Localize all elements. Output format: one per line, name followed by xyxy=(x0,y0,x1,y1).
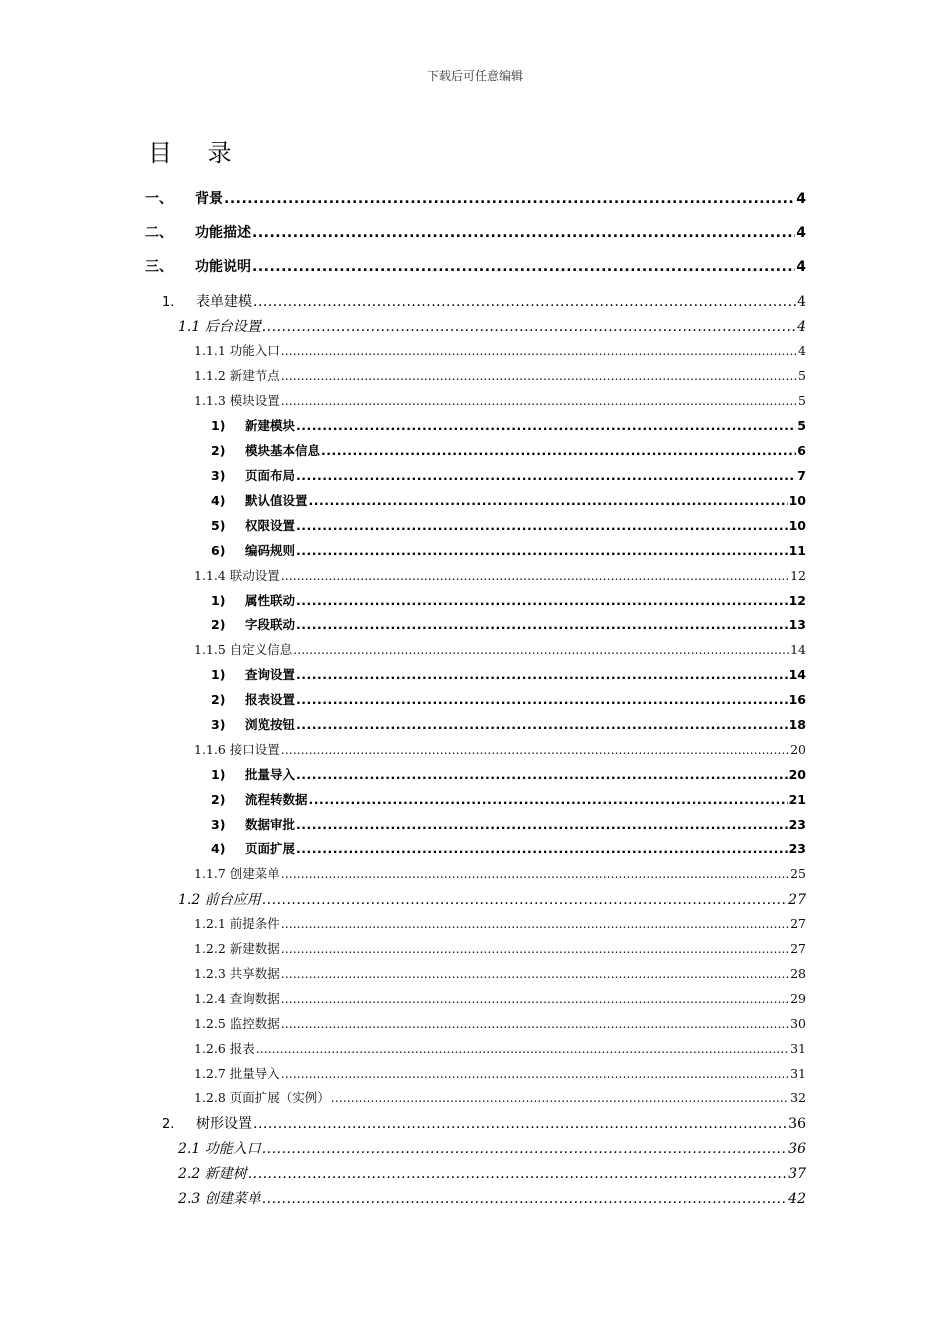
toc-entry-page: 10 xyxy=(788,518,806,533)
toc-entry-label: 1.1.1 功能入口 xyxy=(194,343,280,358)
toc-entry[interactable] xyxy=(211,541,806,559)
toc-entry-page: 20 xyxy=(788,767,806,782)
toc-entry[interactable] xyxy=(194,1014,806,1032)
toc-entry-label: 查询设置 xyxy=(245,667,296,682)
toc-entry-page: 28 xyxy=(790,966,806,981)
toc-entry[interactable] xyxy=(211,690,806,708)
toc-entry-label: 1.2.7 批量导入 xyxy=(194,1066,280,1081)
toc-dot-leader xyxy=(253,294,796,310)
toc-entry-label: 1.2 前台应用 xyxy=(178,892,261,908)
toc-dot-leader xyxy=(262,1141,787,1157)
toc-entry[interactable] xyxy=(194,989,806,1007)
toc-entry-label: 浏览按钮 xyxy=(245,717,296,732)
toc-entry-page: 6 xyxy=(797,443,806,458)
toc-entry-page: 37 xyxy=(788,1166,806,1182)
toc-entry[interactable] xyxy=(194,914,806,932)
toc-dot-leader xyxy=(262,1191,787,1207)
toc-dot-leader xyxy=(293,642,789,657)
toc-entry-page: 12 xyxy=(790,568,806,583)
toc-dot-leader xyxy=(281,991,789,1006)
toc-entry[interactable] xyxy=(211,516,806,534)
toc-entry-label: 1.1.6 接口设置 xyxy=(194,742,280,757)
toc-entry-number: 1) xyxy=(211,418,226,433)
toc-dot-leader xyxy=(309,792,788,807)
toc-entry-page: 4 xyxy=(796,225,806,241)
toc-entry-label: 1.2.5 监控数据 xyxy=(194,1016,280,1031)
toc-entry-number: 2) xyxy=(211,617,226,632)
toc-dot-leader xyxy=(281,393,797,408)
toc-dot-leader xyxy=(281,866,789,881)
toc-dot-leader xyxy=(321,443,796,458)
toc-entry-label: 2.2 新建树 xyxy=(178,1166,247,1182)
toc-entry[interactable] xyxy=(145,222,806,242)
toc-entry-number: 1) xyxy=(211,593,226,608)
toc-dot-leader xyxy=(253,1116,787,1132)
toc-entry-page: 5 xyxy=(798,368,806,383)
toc-entry-page: 31 xyxy=(790,1066,806,1081)
toc-dot-leader xyxy=(281,568,789,583)
toc-entry-page: 27 xyxy=(790,941,806,956)
toc-entry[interactable] xyxy=(211,615,806,633)
toc-entry-page: 25 xyxy=(790,866,806,881)
toc-entry[interactable] xyxy=(211,839,806,857)
toc-entry[interactable] xyxy=(211,790,806,808)
toc-entry[interactable] xyxy=(178,1188,806,1208)
toc-dot-leader xyxy=(296,617,788,632)
toc-dot-leader xyxy=(296,593,788,608)
toc-entry[interactable] xyxy=(211,591,806,609)
toc-dot-leader xyxy=(296,841,788,856)
toc-entry-label: 功能说明 xyxy=(195,259,251,275)
toc-entry[interactable] xyxy=(194,964,806,982)
toc-entry-page: 4 xyxy=(797,319,806,335)
toc-entry-page: 23 xyxy=(788,841,806,856)
toc-dot-leader xyxy=(262,892,787,908)
toc-entry[interactable] xyxy=(162,291,806,311)
toc-entry-page: 10 xyxy=(788,493,806,508)
toc-entry[interactable] xyxy=(194,864,806,882)
toc-entry-page: 30 xyxy=(790,1016,806,1031)
toc-entry-label: 1.2.4 查询数据 xyxy=(194,991,280,1006)
toc-dot-leader xyxy=(331,1090,789,1105)
toc-entry-number: 三、 xyxy=(145,259,173,275)
toc-dot-leader xyxy=(296,543,788,558)
toc-dot-leader xyxy=(296,518,788,533)
toc-entry-number: 1) xyxy=(211,667,226,682)
toc-entry-number: 3) xyxy=(211,468,226,483)
toc-dot-leader xyxy=(296,692,788,707)
toc-dot-leader xyxy=(296,667,788,682)
toc-entry-label: 批量导入 xyxy=(245,767,296,782)
toc-dot-leader xyxy=(296,717,788,732)
toc-entry-label: 树形设置 xyxy=(196,1116,252,1132)
toc-entry[interactable] xyxy=(194,566,806,584)
toc-entry-label: 1.1.2 新建节点 xyxy=(194,368,280,383)
toc-entry-page: 14 xyxy=(790,642,806,657)
toc-entry-page: 42 xyxy=(788,1191,806,1207)
toc-entry[interactable] xyxy=(194,1064,806,1082)
toc-entry-page: 13 xyxy=(788,617,806,632)
toc-entry-number: 4) xyxy=(211,493,226,508)
toc-entry-label: 字段联动 xyxy=(245,617,296,632)
toc-entry-label: 报表设置 xyxy=(245,692,296,707)
toc-entry-page: 20 xyxy=(790,742,806,757)
toc-entry-page: 32 xyxy=(790,1090,806,1105)
toc-entry-number: 2) xyxy=(211,692,226,707)
toc-entry[interactable] xyxy=(194,640,806,658)
toc-dot-leader xyxy=(281,966,789,981)
toc-entry-number: 4) xyxy=(211,841,226,856)
toc-dot-leader xyxy=(262,319,796,335)
toc-entry-page: 21 xyxy=(788,792,806,807)
toc-entry-page: 4 xyxy=(797,294,806,310)
toc-entry-page: 23 xyxy=(788,817,806,832)
page-header: 下载后可任意编辑 xyxy=(426,69,523,83)
toc-entry[interactable] xyxy=(211,441,806,459)
toc-entry-page: 7 xyxy=(797,468,806,483)
toc-entry-label: 流程转数据 xyxy=(245,792,308,807)
toc-entry-number: 6) xyxy=(211,543,226,558)
toc-entry-label: 1.1.5 自定义信息 xyxy=(194,642,293,657)
toc-entry-number: 3) xyxy=(211,817,226,832)
toc-title: 目 录 xyxy=(148,139,246,167)
toc-entry-label: 背景 xyxy=(195,191,223,207)
toc-entry-label: 权限设置 xyxy=(245,518,296,533)
toc-entry[interactable] xyxy=(194,366,806,384)
toc-dot-leader xyxy=(224,191,795,207)
toc-entry-label: 1.1.7 创建菜单 xyxy=(194,866,280,881)
toc-dot-leader xyxy=(281,343,797,358)
toc-entry-page: 27 xyxy=(790,916,806,931)
toc-entry-page: 14 xyxy=(788,667,806,682)
toc-entry[interactable] xyxy=(211,491,806,509)
toc-entry-page: 27 xyxy=(788,892,806,908)
toc-dot-leader xyxy=(296,817,788,832)
toc-dot-leader xyxy=(296,418,796,433)
toc-entry[interactable] xyxy=(194,1039,806,1057)
toc-entry-page: 36 xyxy=(788,1116,806,1132)
toc-entry-label: 新建模块 xyxy=(245,418,296,433)
toc-entry-page: 5 xyxy=(797,418,806,433)
toc-dot-leader xyxy=(296,468,796,483)
toc-entry[interactable] xyxy=(194,939,806,957)
toc-entry-label: 页面布局 xyxy=(245,468,296,483)
toc-dot-leader xyxy=(281,368,797,383)
toc-entry-label: 表单建模 xyxy=(196,294,252,310)
toc-entry[interactable] xyxy=(178,316,806,336)
toc-entry-label: 1.2.1 前提条件 xyxy=(194,916,280,931)
toc-dot-leader xyxy=(281,941,789,956)
toc-entry-number: 2. xyxy=(162,1117,175,1132)
toc-entry-page: 11 xyxy=(788,543,806,558)
toc-entry[interactable] xyxy=(194,740,806,758)
toc-dot-leader xyxy=(256,1041,789,1056)
toc-entry-number: 3) xyxy=(211,717,226,732)
toc-entry-page: 4 xyxy=(796,191,806,207)
toc-entry-label: 1.1.4 联动设置 xyxy=(194,568,280,583)
toc-entry-page: 16 xyxy=(788,692,806,707)
toc-entry-page: 31 xyxy=(790,1041,806,1056)
toc-entry[interactable] xyxy=(211,715,806,733)
toc-dot-leader xyxy=(281,1066,789,1081)
toc-entry-label: 属性联动 xyxy=(245,593,296,608)
toc-entry[interactable] xyxy=(194,1088,806,1106)
toc-entry-label: 2.1 功能入口 xyxy=(178,1141,261,1157)
toc-entry-page: 5 xyxy=(798,393,806,408)
toc-entry-label: 1.1 后台设置 xyxy=(178,319,261,335)
toc-entry[interactable] xyxy=(211,466,806,484)
toc-entry-label: 数据审批 xyxy=(245,817,296,832)
toc-dot-leader xyxy=(281,916,789,931)
toc-dot-leader xyxy=(309,493,788,508)
toc-dot-leader xyxy=(252,259,795,275)
toc-entry-number: 5) xyxy=(211,518,226,533)
toc-entry-label: 1.2.8 页面扩展（实例） xyxy=(194,1090,330,1105)
toc-entry-page: 12 xyxy=(788,593,806,608)
toc-entry-page: 36 xyxy=(788,1141,806,1157)
toc-dot-leader xyxy=(248,1166,787,1182)
toc-entry-label: 编码规则 xyxy=(245,543,296,558)
toc-entry-label: 1.1.3 模块设置 xyxy=(194,393,280,408)
toc-dot-leader xyxy=(281,1016,789,1031)
toc-entry[interactable] xyxy=(211,815,806,833)
toc-entry-label: 功能描述 xyxy=(195,225,251,241)
toc-dot-leader xyxy=(296,767,788,782)
toc-entry-number: 一、 xyxy=(145,191,173,207)
toc-entry-label: 页面扩展 xyxy=(245,841,296,856)
toc-entry-page: 18 xyxy=(788,717,806,732)
toc-entry-label: 1.2.3 共享数据 xyxy=(194,966,280,981)
toc-entry-number: 1) xyxy=(211,767,226,782)
toc-entry-label: 1.2.2 新建数据 xyxy=(194,941,280,956)
toc-entry-number: 2) xyxy=(211,443,226,458)
toc-entry[interactable] xyxy=(211,416,806,434)
toc-entry-page: 29 xyxy=(790,991,806,1006)
toc-entry-page: 4 xyxy=(798,343,806,358)
toc-entry-label: 1.2.6 报表 xyxy=(194,1041,255,1056)
toc-entry[interactable] xyxy=(178,889,806,909)
toc-entry[interactable] xyxy=(162,1113,806,1133)
toc-entry-label: 模块基本信息 xyxy=(245,443,321,458)
toc-entry[interactable] xyxy=(194,341,806,359)
toc-entry[interactable] xyxy=(178,1163,806,1183)
toc-dot-leader xyxy=(252,225,795,241)
toc-entry-page: 4 xyxy=(796,259,806,275)
toc-entry[interactable] xyxy=(145,188,806,208)
toc-entry[interactable] xyxy=(194,391,806,409)
toc-entry[interactable] xyxy=(178,1138,806,1158)
toc-entry-label: 2.3 创建菜单 xyxy=(178,1191,261,1207)
toc-entry-number: 2) xyxy=(211,792,226,807)
toc-entry[interactable] xyxy=(145,256,806,276)
toc-entry[interactable] xyxy=(211,665,806,683)
toc-entry-number: 二、 xyxy=(145,225,173,241)
toc-entry-number: 1. xyxy=(162,295,175,310)
toc-entry-label: 默认值设置 xyxy=(245,493,308,508)
toc-entry[interactable] xyxy=(211,765,806,783)
toc-dot-leader xyxy=(281,742,789,757)
